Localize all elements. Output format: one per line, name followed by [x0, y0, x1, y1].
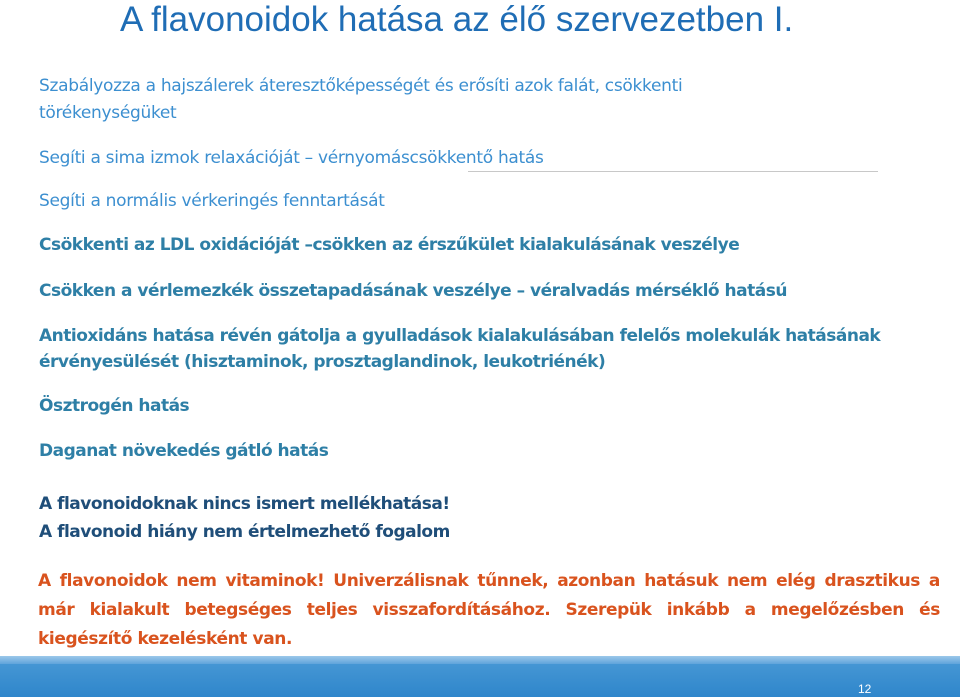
effect-line: érvényesülését (hisztaminok, prosztaglandinok, leukotriénék) — [39, 352, 606, 372]
conclusion-paragraph: A flavonoidok nem vitaminok! Univerzálisnak tűnnek, azonban hatásuk nem elég drasztikus a már kialakult betegséges teljes visszafordításához. Szerepük inkább a megelőzésben és kiegészítő kezelésként van. — [38, 571, 940, 649]
intro-line: törékenységüket — [39, 103, 177, 123]
footer-strip — [0, 656, 960, 664]
footer-bar — [0, 656, 960, 697]
effect-line: Daganat növekedés gátló hatás — [39, 441, 329, 461]
effect-line: Csökken a vérlemezkék összetapadásának veszélye – véralvadás mérséklő hatású — [39, 281, 787, 301]
intro-line: Szabályozza a hajszálerek áteresztőképességét és erősíti azok falát, csökkenti — [39, 76, 683, 96]
note-line: A flavonoid hiány nem értelmezhető fogalom — [39, 522, 450, 542]
effect-line: Csökkenti az LDL oxidációját –csökken az érszűkület kialakulásának veszélye — [39, 235, 740, 255]
note-line: A flavonoidoknak nincs ismert mellékhatása! — [39, 494, 450, 514]
intro-line: Segíti a normális vérkeringés fenntartását — [39, 191, 385, 211]
page-number: 12 — [858, 682, 872, 696]
separator-line — [468, 171, 878, 172]
effect-line: Antioxidáns hatása révén gátolja a gyulladások kialakulásában felelős molekulák hatásának — [39, 326, 881, 346]
effect-line: Ösztrogén hatás — [39, 396, 190, 416]
intro-line: Segíti a sima izmok relaxációját – vérnyomáscsökkentő hatás — [39, 148, 544, 168]
slide-title: A flavonoidok hatása az élő szervezetben I. — [120, 0, 794, 39]
